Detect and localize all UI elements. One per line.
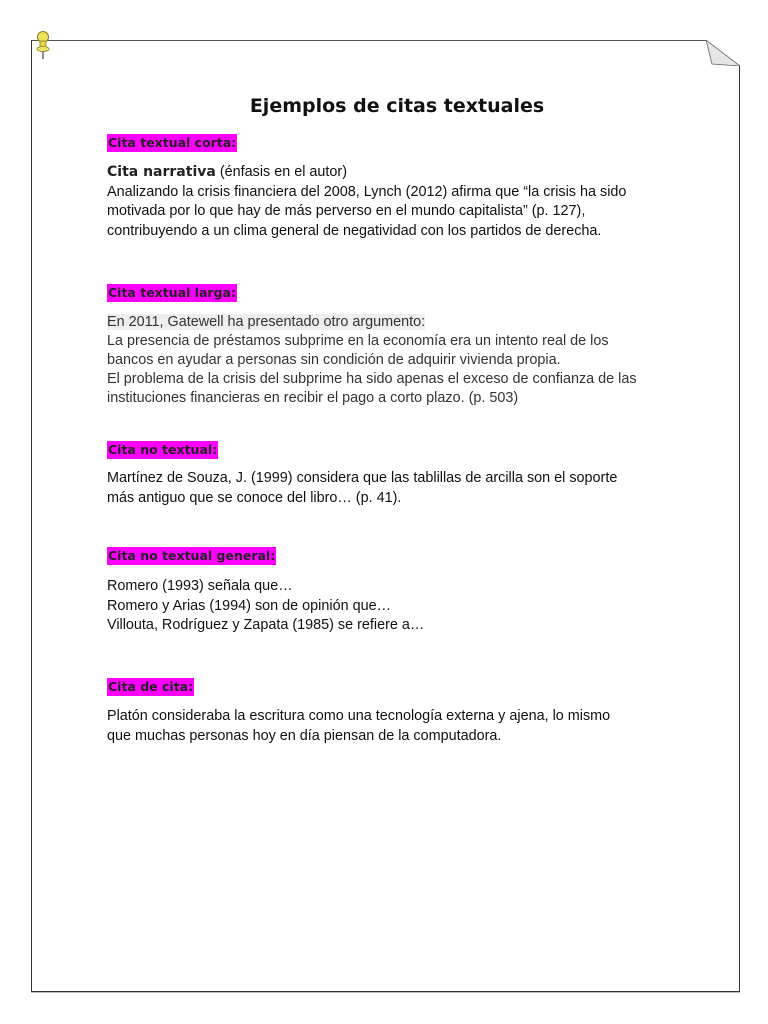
section-heading-cita-no-textual: Cita no textual: [108, 442, 218, 457]
paragraph-line: motivada por lo que hay de más perverso en el mundo capitalista” (p. 127), [107, 203, 586, 219]
dog-ear-corner [706, 40, 740, 66]
paragraph-line: Analizando la crisis financiera del 2008, Lynch (2012) afirma que “la crisis ha sido [107, 183, 627, 200]
paragraph-line: contribuyendo a un clima general de negatividad con los partidos de derecha. [107, 222, 602, 239]
paragraph-line: Villouta, Rodríguez y Zapata (1985) se refiere a… [107, 617, 425, 633]
quote-line: instituciones financieras en recibir el pago a corto plazo. (p. 503) [107, 390, 519, 406]
section-body-cita-textual-corta [107, 163, 687, 241]
section-body-cita-no-textual-general [107, 577, 687, 636]
paragraph-line: Platón consideraba la escritura como una tecnología externa y ajena, lo mismo [107, 708, 611, 724]
paragraph-line: que muchas personas hoy en día piensan de la computadora. [107, 727, 502, 744]
section-body-cita-no-textual [107, 469, 687, 508]
section-heading-cita-de-cita: Cita de cita: [108, 679, 194, 694]
cita-narrativa-note: (énfasis en el autor) [215, 164, 348, 180]
paragraph-line: Romero (1993) señala que… [107, 578, 293, 594]
section-heading-cita-textual-larga: Cita textual larga: [108, 285, 236, 300]
cita-narrativa-label: Cita narrativa [107, 164, 216, 180]
paragraph-line: Martínez de Souza, J. (1999) considera que las tablillas de arcilla son el soporte [107, 470, 618, 486]
page-title: Ejemplos de citas textuales [249, 95, 545, 117]
quote-line: La presencia de préstamos subprime en la economía era un intento real de los [107, 333, 609, 349]
paragraph-line: Romero y Arias (1994) son de opinión que… [107, 597, 391, 614]
quote-line: El problema de la crisis del subprime ha sido apenas el exceso de confianza de las [107, 371, 637, 387]
section-body-cita-de-cita [107, 707, 687, 746]
quote-intro: En 2011, Gatewell ha presentado otro argumento: [107, 314, 426, 330]
document-page [31, 40, 740, 992]
quote-line: bancos en ayudar a personas sin condición de adquirir vivienda propia. [107, 352, 561, 368]
paragraph-line: más antiguo que se conoce del libro… (p. 41). [107, 489, 402, 506]
block-quote [107, 313, 687, 408]
section-heading-cita-textual-corta: Cita textual corta: [108, 135, 237, 150]
pushpin-icon [34, 30, 52, 64]
section-heading-cita-no-textual-general: Cita no textual general: [108, 548, 276, 563]
